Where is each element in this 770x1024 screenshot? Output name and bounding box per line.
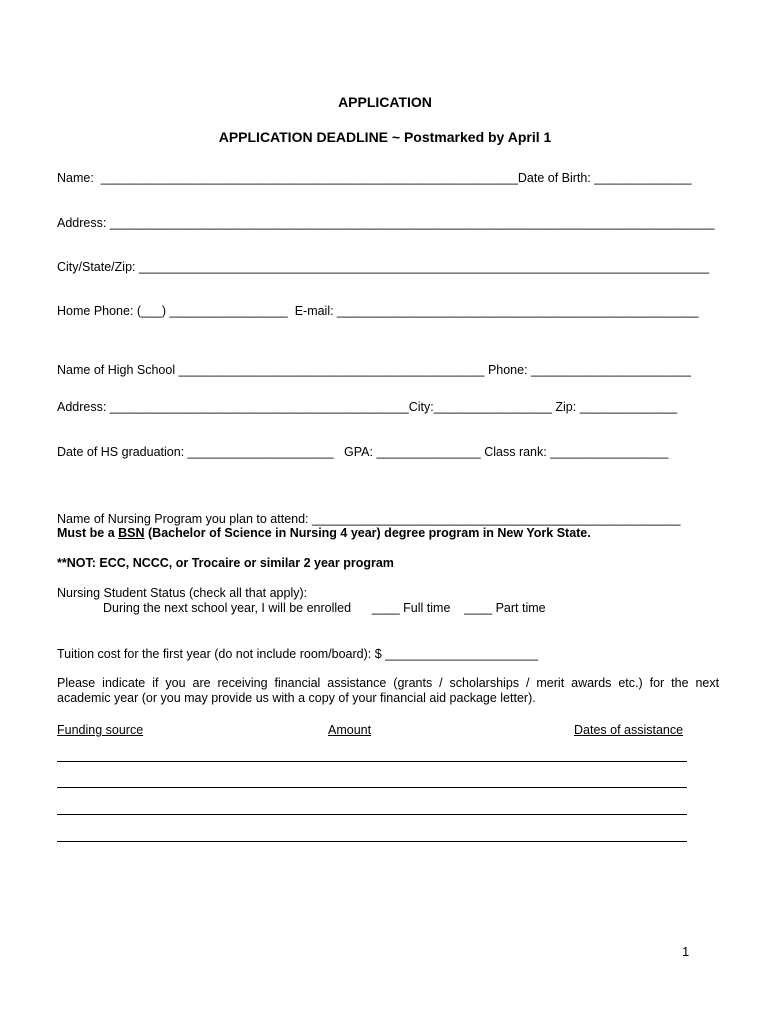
funding-row-line[interactable]	[57, 814, 687, 815]
tuition-field[interactable]: Tuition cost for the first year (do not include room/board): $ ______________________	[57, 647, 539, 661]
dates-header: Dates of assistance	[574, 723, 684, 737]
funding-row-line[interactable]	[57, 761, 687, 762]
deadline-heading: APPLICATION DEADLINE ~ Postmarked by April 1	[218, 129, 552, 145]
enrollment-status-field[interactable]: During the next school year, I will be enrolled ____ Full time ____ Part time	[103, 601, 546, 615]
high-school-address-field[interactable]: Address: ___________________________________________City:_________________ Zip: ______________	[57, 400, 678, 414]
hs-graduation-field[interactable]: Date of HS graduation: _____________________ GPA: _______________ Class rank: _________________	[57, 445, 669, 459]
financial-note-line-1: Please indicate if you are receiving financial assistance (grants / scholarships / merit awards etc.) for the next	[57, 676, 720, 690]
amount-header: Amount	[328, 723, 372, 737]
funding-row-line[interactable]	[57, 787, 687, 788]
nursing-program-field[interactable]: Name of Nursing Program you plan to attend: _____________________________________________________	[57, 512, 681, 526]
name-dob-field[interactable]: Name: ____________________________________________________________Date of Birth: ______________	[57, 171, 692, 185]
address-field[interactable]: Address: _______________________________________________________________________________________	[57, 216, 715, 230]
phone-email-field[interactable]: Home Phone: (___) _________________ E-mail: ____________________________________________________	[57, 304, 699, 318]
page-title: APPLICATION	[338, 94, 432, 110]
status-label: Nursing Student Status (check all that apply):	[57, 586, 308, 600]
not-eligible-note: **NOT: ECC, NCCC, or Trocaire or similar 2 year program	[57, 556, 394, 570]
bsn-emphasis: BSN	[118, 526, 145, 540]
city-state-zip-field[interactable]: City/State/Zip: __________________________________________________________________________________	[57, 260, 710, 274]
bsn-suffix: (Bachelor of Science in Nursing 4 year) degree program in New York State.	[144, 526, 591, 540]
funding-source-header: Funding source	[57, 723, 144, 737]
high-school-name-field[interactable]: Name of High School ____________________________________________ Phone: _______________________	[57, 363, 691, 377]
bsn-requirement	[57, 526, 591, 541]
funding-row-line[interactable]	[57, 841, 687, 842]
page-number: 1	[682, 944, 690, 959]
financial-note-line-2: academic year (or you may provide us with a copy of your financial aid package letter).	[57, 691, 536, 705]
bsn-prefix: Must be a	[57, 526, 119, 540]
